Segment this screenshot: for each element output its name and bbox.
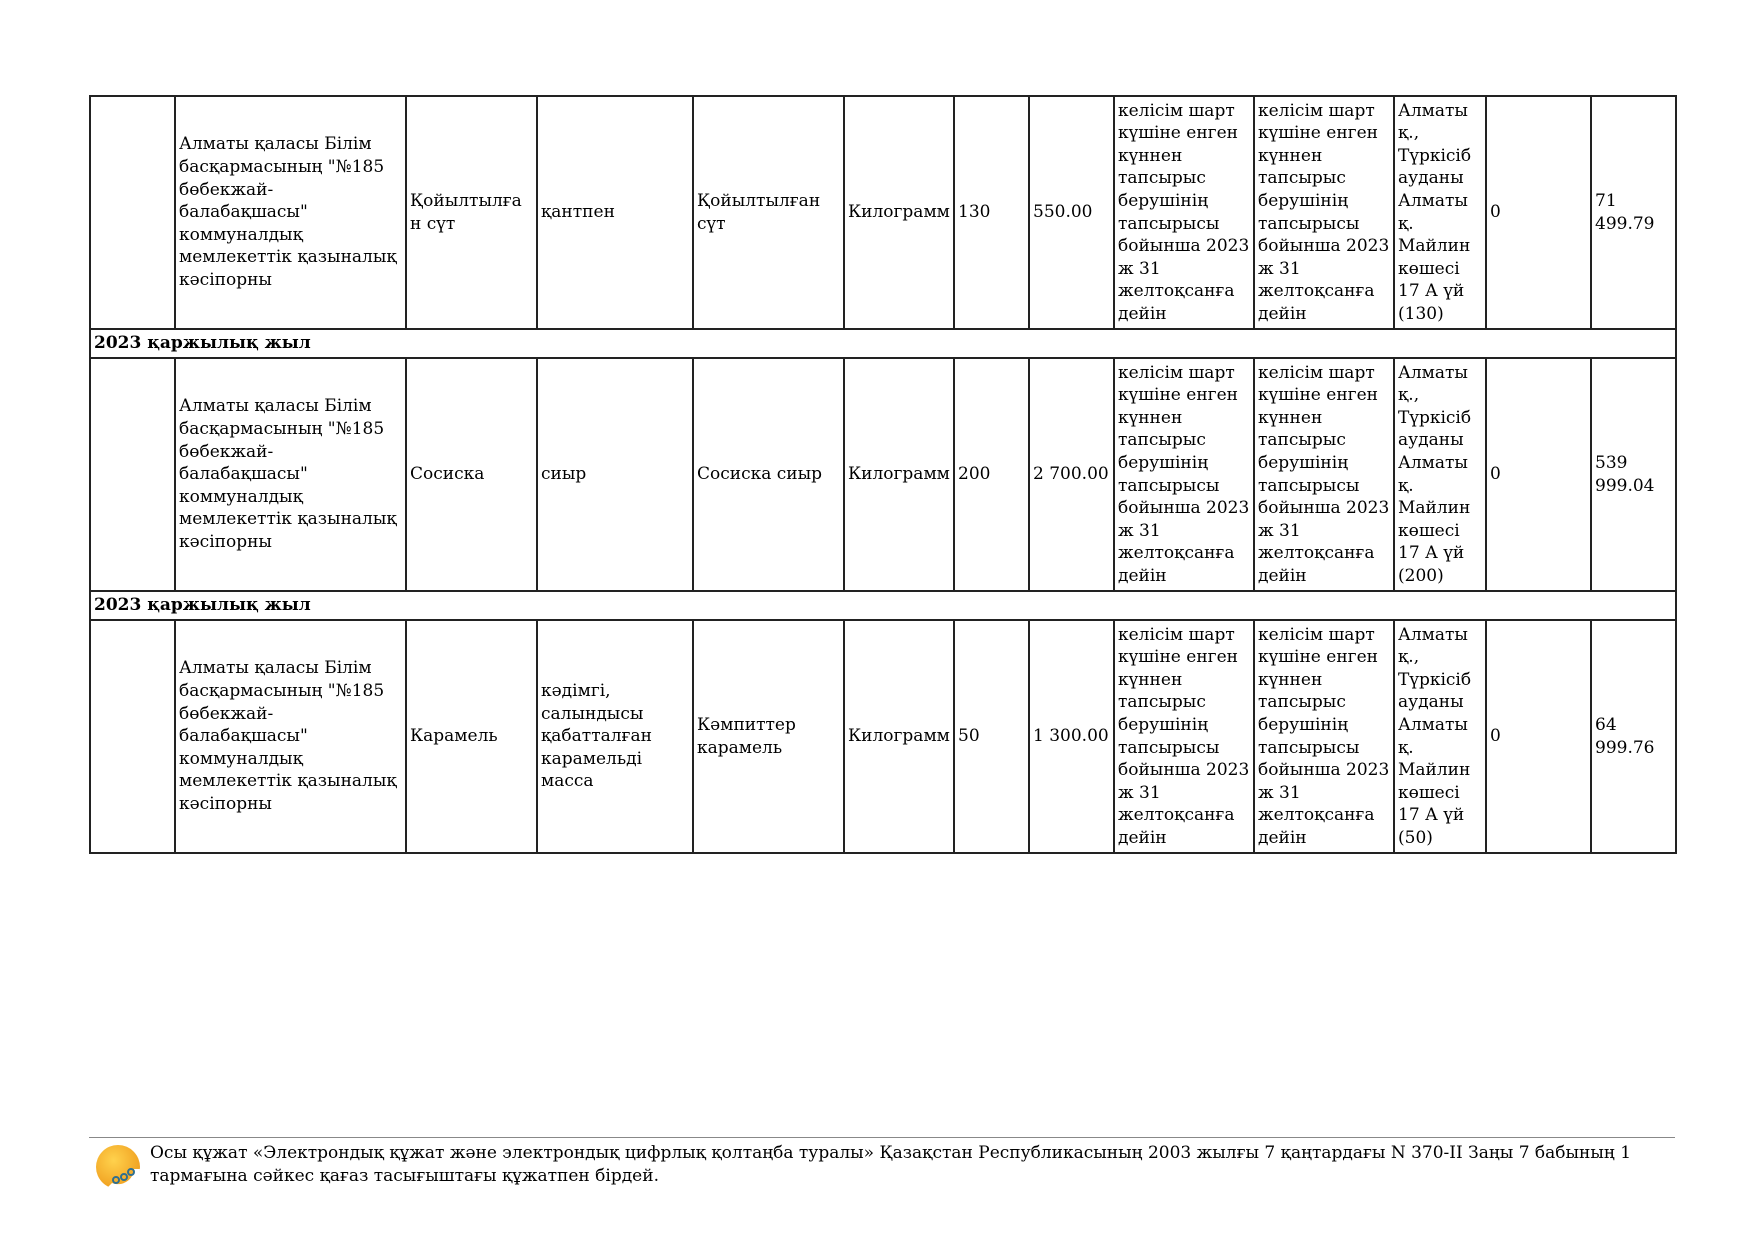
price-cell: 2 700.00	[1029, 358, 1114, 591]
table-row	[90, 96, 1676, 329]
procurement-table	[89, 95, 1677, 854]
table-row	[90, 358, 1676, 591]
delivery-term-cell: келісім шарт күшіне енген күннен тапсырыс берушінің тапсырысы бойынша 2023 ж 31 желтоқсанға дейін	[1114, 358, 1254, 591]
delivery-term-cell: келісім шарт күшіне енген күннен тапсырыс берушінің тапсырысы бойынша 2023 ж 31 желтоқсанға дейін	[1254, 96, 1394, 329]
delivery-place-cell: Алматы қ., Түркісіб ауданы Алматы қ. Майлин көшесі 17 А үй (130)	[1394, 96, 1486, 329]
sum-cell: 71 499.79	[1591, 96, 1676, 329]
delivery-term-cell: келісім шарт күшіне енген күннен тапсырыс берушінің тапсырысы бойынша 2023 ж 31 желтоқсанға дейін	[1114, 96, 1254, 329]
quantity-cell: 50	[954, 620, 1029, 853]
delivery-term-cell: келісім шарт күшіне енген күннен тапсырыс берушінің тапсырысы бойынша 2023 ж 31 желтоқсанға дейін	[1254, 620, 1394, 853]
footer-legal-text: Осы құжат «Электрондық құжат және электрондық цифрлық қолтаңба туралы» Қазақстан Республикасының 2003 жылғы 7 қаңтардағы N 370-II Заңы 7 бабының 1 тармағына сәйкес қағаз тасығыштағы құжатпен бірдей.	[150, 1143, 1632, 1186]
unit-cell: Килограмм	[844, 620, 954, 853]
item-name-cell: Сосиска	[406, 358, 537, 591]
customer-cell: Алматы қаласы Білім басқармасының "№185 бөбекжай-балабақшасы" коммуналдық мемлекеттік қазыналық кәсіпорны	[175, 620, 406, 853]
unit-cell: Килограмм	[844, 96, 954, 329]
additional-characteristic-cell: Кәмпиттер карамель	[693, 620, 844, 853]
advance-cell: 0	[1486, 358, 1591, 591]
row-number-cell	[90, 620, 175, 853]
customer-cell: Алматы қаласы Білім басқармасының "№185 бөбекжай-балабақшасы" коммуналдық мемлекеттік қазыналық кәсіпорны	[175, 96, 406, 329]
advance-cell: 0	[1486, 620, 1591, 853]
quantity-cell: 200	[954, 358, 1029, 591]
item-name-cell: Карамель	[406, 620, 537, 853]
characteristic-cell: қантпен	[537, 96, 693, 329]
delivery-term-cell: келісім шарт күшіне енген күннен тапсырыс берушінің тапсырысы бойынша 2023 ж 31 желтоқсанға дейін	[1254, 358, 1394, 591]
row-number-cell	[90, 358, 175, 591]
delivery-place-cell: Алматы қ., Түркісіб ауданы Алматы қ. Майлин көшесі 17 А үй (50)	[1394, 620, 1486, 853]
year-header-row	[90, 591, 1676, 620]
price-cell: 550.00	[1029, 96, 1114, 329]
additional-characteristic-cell: Қойылтылған сүт	[693, 96, 844, 329]
additional-characteristic-cell: Сосиска сиыр	[693, 358, 844, 591]
footer-divider	[89, 1137, 1675, 1138]
delivery-place-cell: Алматы қ., Түркісіб ауданы Алматы қ. Майлин көшесі 17 А үй (200)	[1394, 358, 1486, 591]
advance-cell: 0	[1486, 96, 1591, 329]
sum-cell: 539 999.04	[1591, 358, 1676, 591]
table-row	[90, 620, 1676, 853]
sum-cell: 64 999.76	[1591, 620, 1676, 853]
egov-logo-icon	[94, 1143, 142, 1191]
unit-cell: Килограмм	[844, 358, 954, 591]
delivery-term-cell: келісім шарт күшіне енген күннен тапсырыс берушінің тапсырысы бойынша 2023 ж 31 желтоқсанға дейін	[1114, 620, 1254, 853]
characteristic-cell: сиыр	[537, 358, 693, 591]
year-label: 2023 қаржылық жыл	[90, 329, 1676, 358]
characteristic-cell: кәдімгі, салындысы қабатталған карамельді масса	[537, 620, 693, 853]
year-label: 2023 қаржылық жыл	[90, 591, 1676, 620]
quantity-cell: 130	[954, 96, 1029, 329]
price-cell: 1 300.00	[1029, 620, 1114, 853]
year-header-row	[90, 329, 1676, 358]
item-name-cell: Қойылтылған сүт	[406, 96, 537, 329]
customer-cell: Алматы қаласы Білім басқармасының "№185 бөбекжай-балабақшасы" коммуналдық мемлекеттік қазыналық кәсіпорны	[175, 358, 406, 591]
row-number-cell	[90, 96, 175, 329]
